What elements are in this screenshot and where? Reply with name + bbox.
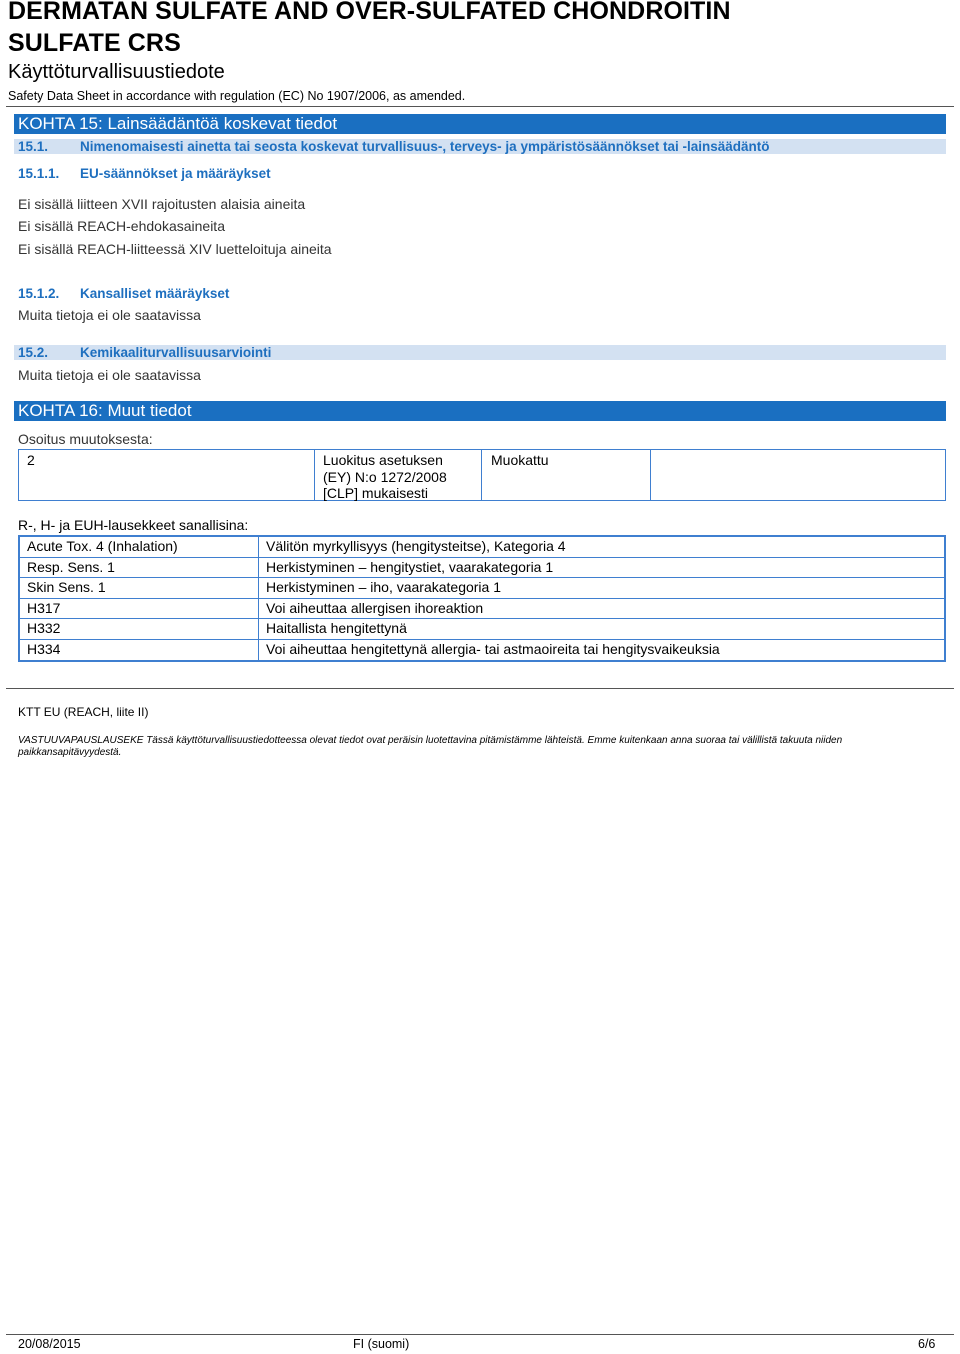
document-title-line2: SULFATE CRS: [8, 29, 181, 57]
regulation-note: Safety Data Sheet in accordance with regulation (EC) No 1907/2006, as amended.: [8, 89, 466, 103]
eu-regulation-line: Ei sisällä liitteen XVII rajoitusten alaisia aineita: [18, 196, 306, 212]
changes-status-cell: Muokattu: [491, 452, 549, 468]
section-15-heading: KOHTA 15: Lainsäädäntöä koskevat tiedot: [14, 114, 946, 134]
document-title-line1: DERMATAN SULFATE AND OVER-SULFATED CHONDROITIN: [8, 0, 731, 25]
table-row: [20, 619, 944, 640]
phrase-code-cell: Resp. Sens. 1: [20, 558, 259, 578]
national-regulations-text: Muita tietoja ei ole saatavissa: [18, 307, 201, 323]
footer-language: FI (suomi): [353, 1337, 410, 1351]
subsection-15-1-1-heading: [18, 166, 271, 182]
table-row: [20, 537, 944, 558]
chemical-safety-assessment-text: Muita tietoja ei ole saatavissa: [18, 367, 201, 383]
subsection-15-2-number: 15.2.: [18, 345, 49, 360]
changes-item-line: [CLP] mukaisesti: [323, 485, 429, 501]
table-row: [20, 599, 944, 620]
phrase-text-cell: Herkistyminen – hengitystiet, vaarakategoria 1: [266, 558, 554, 575]
eu-regulation-line: Ei sisällä REACH-liitteessä XIV luetteloituja aineita: [18, 241, 332, 257]
table-row: [20, 558, 944, 579]
subsection-15-1-heading: [14, 139, 946, 154]
phrase-code-cell: H332: [20, 619, 259, 639]
phrase-text-cell: Haitallista hengitettynä: [266, 620, 407, 636]
table-divider: [481, 450, 482, 500]
changes-item-cell: [323, 452, 493, 502]
subsection-15-1-title: Nimenomaisesti ainetta tai seosta koskevat turvallisuus-, terveys- ja ympäristösäännökset tai -lainsäädäntö: [80, 139, 770, 154]
footer-divider: [6, 1334, 954, 1335]
header-divider: [6, 106, 954, 107]
subsection-15-2-title: Kemikaaliturvallisuusarviointi: [80, 345, 272, 360]
subsection-15-1-2-heading: [18, 286, 229, 302]
disclaimer-text: VASTUUVAPAUSLAUSEKE Tässä käyttöturvallisuustiedotteessa olevat tiedot ovat peräisin luotettavina pitämistämme lähteistä. Emme kuitenkaan anna suoraa tai välillistä takuuta niiden paikkansapitävyydestä.: [18, 735, 843, 758]
table-divider: [314, 450, 315, 500]
subsection-15-1-1-number: 15.1.1.: [18, 166, 60, 181]
table-row: [20, 640, 944, 661]
phrase-text-cell: Herkistyminen – iho, vaarakategoria 1: [266, 579, 502, 595]
eu-regulation-line: Ei sisällä REACH-ehdokasaineita: [18, 218, 225, 234]
changes-table: [18, 449, 946, 501]
subsection-15-1-number: 15.1.: [18, 139, 49, 154]
document-subtitle: Käyttöturvallisuustiedote: [8, 61, 225, 83]
phrase-code-cell: Acute Tox. 4 (Inhalation): [20, 537, 259, 557]
phrase-code-cell: H334: [20, 640, 259, 661]
footer-page-number: 6/6: [918, 1337, 936, 1351]
subsection-15-2-heading: [14, 345, 946, 360]
ktt-note: KTT EU (REACH, liite II): [18, 705, 149, 719]
table-divider: [650, 450, 651, 500]
hazard-phrases-table: [18, 535, 946, 662]
subsection-15-1-2-number: 15.1.2.: [18, 286, 60, 301]
subsection-15-1-1-title: EU-säännökset ja määräykset: [80, 166, 271, 181]
phrases-label: R-, H- ja EUH-lausekkeet sanallisina:: [18, 517, 249, 533]
changes-label: Osoitus muutoksesta:: [18, 431, 153, 447]
phrase-text-cell: Voi aiheuttaa hengitettynä allergia- tai astmaoireita tai hengitysvaikeuksia: [266, 640, 720, 657]
changes-section-cell: 2: [27, 452, 35, 468]
phrase-code-cell: Skin Sens. 1: [20, 578, 259, 598]
table-row: [20, 578, 944, 599]
phrase-text-cell: Voi aiheuttaa allergisen ihoreaktion: [266, 599, 484, 616]
subsection-15-1-2-title: Kansalliset määräykset: [80, 286, 230, 301]
changes-item-line: (EY) N:o 1272/2008: [323, 468, 447, 485]
phrase-text-cell: Välitön myrkyllisyys (hengitysteitse), Kategoria 4: [266, 538, 566, 554]
changes-item-line: Luokitus asetuksen: [323, 452, 443, 468]
phrase-code-cell: H317: [20, 599, 259, 619]
section-16-heading: KOHTA 16: Muut tiedot: [14, 401, 946, 421]
section-divider: [6, 688, 954, 689]
footer-date: 20/08/2015: [18, 1337, 81, 1351]
